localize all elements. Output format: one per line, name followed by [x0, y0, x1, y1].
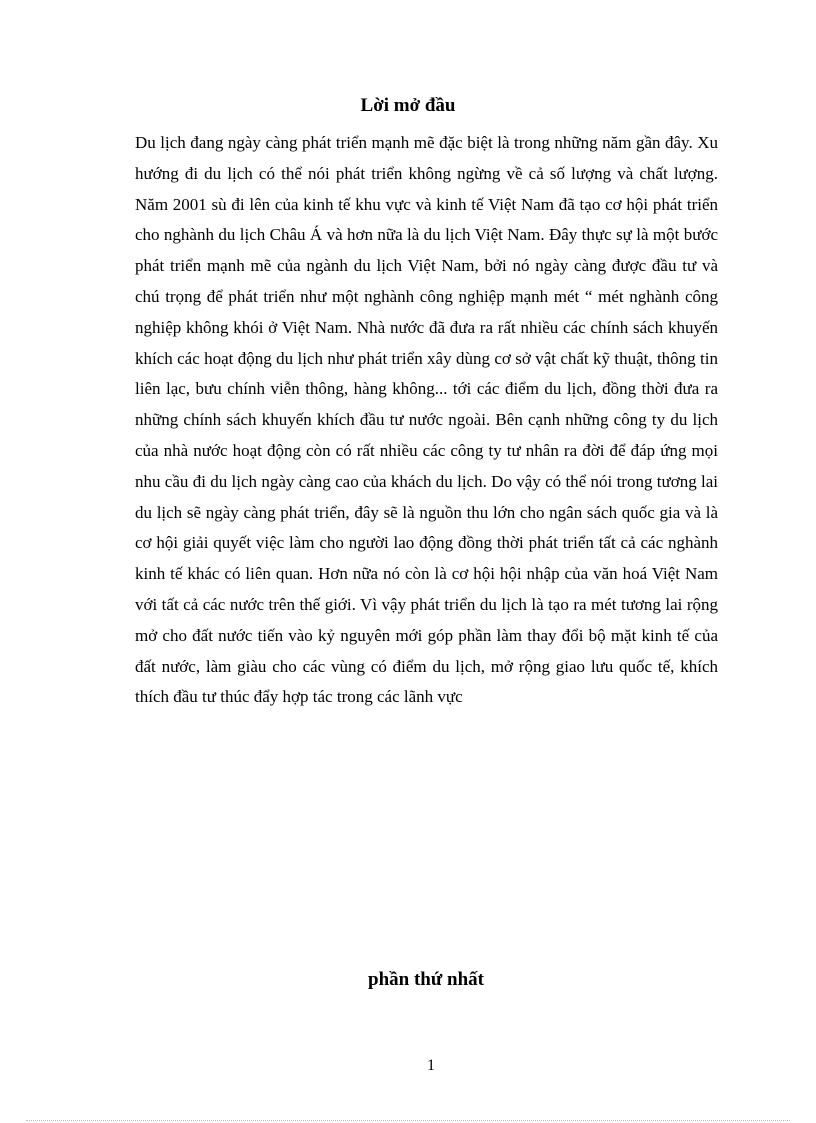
- section-heading: phần thứ nhất: [368, 969, 484, 990]
- intro-paragraph: Du lịch đang ngày càng phát triển mạnh mẽ đặc biệt là trong những năm gần đây. Xu hướng đi du lịch có thể nói phát triển không ngừng về cả số lượng và chất lượng. Năm 2001 sù đi lên của kinh tế khu vực và kinh tế Việt Nam đã tạo cơ hội phát triển cho nghành du lịch Châu Á và hơn nữa là du lịch Việt Nam. Đây thực sự là một bước phát triển mạnh mẽ của ngành du lịch Việt Nam, bởi nó ngày càng được đầu tư và chú trọng để phát triển như một nghành công nghiệp mạnh mét “ mét nghành công nghiệp không khói ở Việt Nam. Nhà nước đã đưa ra rất nhiều các chính sách khuyến khích các hoạt động du lịch như phát triển xây dùng cơ sở vật chất kỹ thuật, thông tin liên lạc, bưu chính viễn thông, hàng không... tới các điểm du lịch, đồng thời đưa ra những chính sách khuyến khích đầu tư nước ngoài. Bên cạnh những công ty du lịch của nhà nước hoạt động còn có rất nhiều các công ty tư nhân ra đời để đáp ứng mọi nhu cầu đi du lịch ngày càng cao của khách du lịch. Do vậy có thể nói trong tương lai du lịch sẽ ngày càng phát triển, đây sẽ là nguồn thu lớn cho ngân sách quốc gia và là cơ hội giải quyết việc làm cho người lao động đồng thời phát triển tất cả các nghành kinh tế khác có liên quan. Hơn nữa nó còn là cơ hội hội nhập của văn hoá Việt Nam với tất cả các nước trên thế giới. Vì vậy phát triển du lịch là tạo ra mét tương lai rộng mở cho đất nước tiến vào kỷ nguyên mới góp phần làm thay đổi bộ mặt kinh tế của đất nước, làm giàu cho các vùng có điểm du lịch, mở rộng giao lưu quốc tế, khích thích đầu tư thúc đẩy hợp tác trong các lãnh vực: [135, 133, 718, 707]
- document-title: Lời mở đầu: [360, 95, 456, 116]
- page-bottom-border: [26, 1120, 790, 1121]
- page-number: 1: [427, 1057, 435, 1074]
